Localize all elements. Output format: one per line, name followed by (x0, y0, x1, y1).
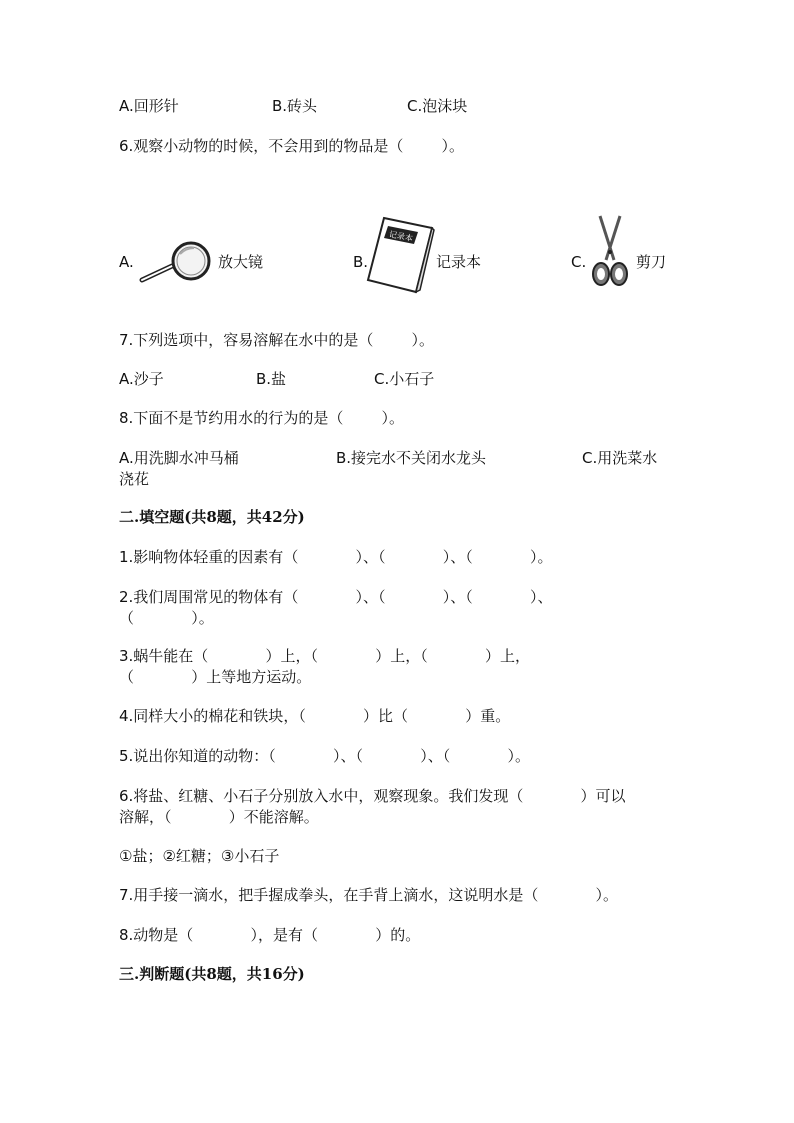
q7-option-c: C.小石子 (374, 370, 435, 388)
q5-option-c: C.泡沫块 (407, 97, 468, 115)
q6-option-c-label: 剪刀 (636, 253, 667, 271)
q6-option-b-label: 记录本 (436, 253, 482, 271)
fill-q6-choices: ①盐；②红糖；③小石子 (119, 847, 280, 865)
q6-option-c-letter: C. (571, 253, 587, 271)
q7-question: 7.下列选项中，容易溶解在水中的是（ ）。 (119, 331, 434, 349)
section-3-title: 三.判断题(共8题，共16分) (119, 965, 305, 983)
q8-option-c: C.用洗菜水 (582, 449, 658, 467)
q7-option-b: B.盐 (256, 370, 287, 388)
section-2-title: 二.填空题(共8题，共42分) (119, 508, 305, 526)
scissors-icon (588, 212, 632, 290)
q7-option-a: A.沙子 (119, 370, 164, 388)
notebook-icon (364, 214, 436, 294)
fill-q6-line2: 溶解，（ ）不能溶解。 (119, 808, 319, 826)
q8-option-b: B.接完水不关闭水龙头 (336, 449, 487, 467)
fill-q2-line2: （ ）。 (119, 609, 214, 627)
fill-q1: 1.影响物体轻重的因素有（ ）、（ ）、（ ）。 (119, 548, 553, 566)
q6-option-b-letter: B. (353, 253, 369, 271)
q8-question: 8.下面不是节约用水的行为的是（ ）。 (119, 409, 404, 427)
fill-q7: 7.用手接一滴水，把手握成拳头，在手背上滴水，这说明水是（ ）。 (119, 886, 619, 904)
q8-option-c-wrap: 浇花 (119, 470, 150, 488)
q8-option-a: A.用洗脚水冲马桶 (119, 449, 239, 467)
q6-option-a-label: 放大镜 (218, 253, 264, 271)
q5-option-a: A.回形针 (119, 97, 179, 115)
fill-q4: 4.同样大小的棉花和铁块，（ ）比（ ）重。 (119, 707, 511, 725)
fill-q2-line1: 2.我们周围常见的物体有（ ）、（ ）、（ ）、 (119, 588, 553, 606)
magnifying-glass-icon (136, 240, 216, 286)
fill-q5: 5.说出你知道的动物：（ ）、（ ）、（ ）。 (119, 747, 530, 765)
fill-q3-line2: （ ）上等地方运动。 (119, 668, 312, 686)
fill-q6-line1: 6.将盐、红糖、小石子分别放入水中，观察现象。我们发现（ ）可以 (119, 787, 626, 805)
fill-q8: 8.动物是（ ），是有（ ）的。 (119, 926, 421, 944)
q6-question: 6.观察小动物的时候，不会用到的物品是（ ）。 (119, 137, 464, 155)
notebook-cover-text: 记录本 (388, 229, 414, 244)
q6-option-a-letter: A. (119, 253, 134, 271)
q5-option-b: B.砖头 (272, 97, 318, 115)
fill-q3-line1: 3.蜗牛能在（ ）上，（ ）上，（ ）上， (119, 647, 530, 665)
